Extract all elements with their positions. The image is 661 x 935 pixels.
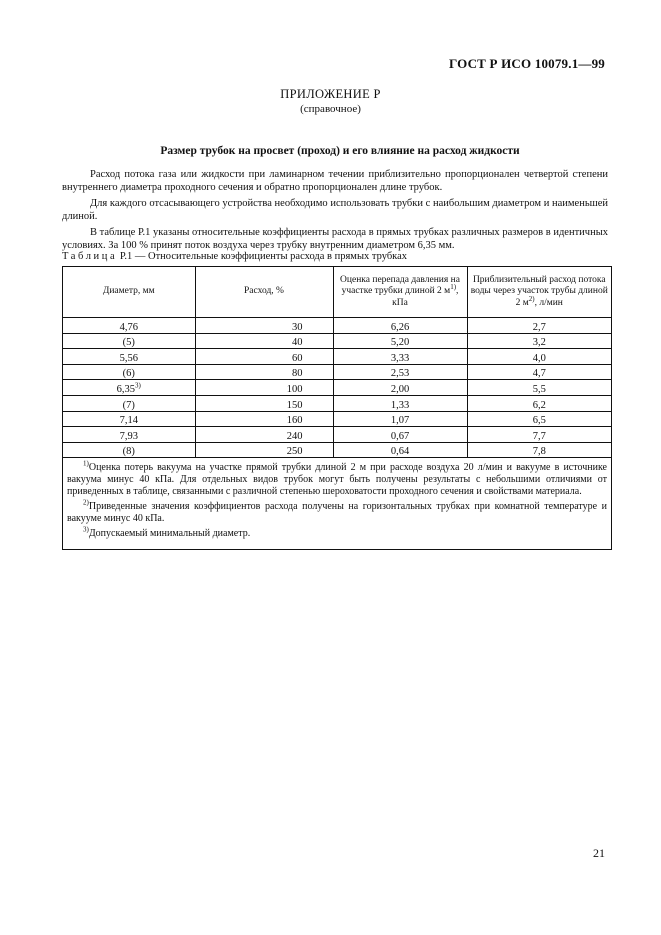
cell-pressure: 1,07	[333, 411, 467, 427]
cell-water: 6,5	[467, 411, 611, 427]
cell-pressure: 6,26	[333, 318, 467, 334]
cell-diameter: 4,76	[63, 318, 195, 334]
cell-diameter: 7,93	[63, 427, 195, 443]
cell-pressure: 0,64	[333, 442, 467, 458]
table-header-row	[63, 267, 611, 318]
footnote-ref: 1)	[450, 283, 457, 292]
cell-flow: 60	[195, 349, 333, 365]
header-pressure	[333, 267, 467, 318]
flow-table	[62, 266, 612, 550]
cell-pressure: 5,20	[333, 333, 467, 349]
table-row	[63, 395, 611, 411]
body-text	[62, 168, 608, 255]
page-number: 21	[593, 846, 605, 860]
footnote: $^{2)}$Приведенные значения коэффициентов расхода получены на горизонтальных трубках при комнатной температуре и вакууме минус 40 кПа.	[67, 499, 607, 525]
table-row	[63, 318, 611, 334]
cell-diameter: (8)	[63, 442, 195, 458]
table-footnotes	[63, 458, 611, 549]
footnote: $^{1)}$Оценка потерь вакуума на участке прямой трубки длиной 2 м при расходе воздуха 20 л/мин и вакууме в источнике вакуума минус 40 кПа. Для отдельных видов трубок могут быть получены результаты с небольшими отличиями от приведенных в таблице, связанными с различной степенью шероховатости проходного сечения и свойствами материала.	[67, 460, 607, 498]
cell-pressure: 2,53	[333, 364, 467, 380]
header-water	[467, 267, 611, 318]
cell-diameter: (5)	[63, 333, 195, 349]
table-row	[63, 380, 611, 396]
cell-water: 7,8	[467, 442, 611, 458]
table-caption-label: Таблица	[62, 251, 118, 262]
table-caption	[62, 251, 407, 262]
table-row	[63, 333, 611, 349]
cell-water: 3,2	[467, 333, 611, 349]
cell-water: 4,7	[467, 364, 611, 380]
paragraph: В таблице Р.1 указаны относительные коэффициенты расхода в прямых трубках различных размеров в идентичных условиях. За 100 % принят поток воздуха через трубку внутренним диаметром 6,35 мм.	[62, 227, 608, 251]
appendix-subtitle: (справочное)	[300, 103, 361, 115]
paragraph: Для каждого отсасывающего устройства необходимо использовать трубки с наибольшим диаметром и наименьшей длиной.	[62, 198, 608, 222]
table-row	[63, 427, 611, 443]
cell-diameter: 5,56	[63, 349, 195, 365]
appendix-title: ПРИЛОЖЕНИЕ Р	[280, 87, 381, 101]
cell-flow: 150	[195, 395, 333, 411]
cell-flow: 30	[195, 318, 333, 334]
document-header: ГОСТ Р ИСО 10079.1—99	[448, 56, 605, 71]
cell-pressure: 3,33	[333, 349, 467, 365]
cell-water: 5,5	[467, 380, 611, 396]
header-water-unit: , л/мин	[534, 297, 563, 308]
header-pressure-text: Оценка перепада давления на участке трубки длиной 2 м	[340, 274, 460, 297]
cell-flow: 80	[195, 364, 333, 380]
cell-water: 4,0	[467, 349, 611, 365]
cell-pressure: 0,67	[333, 427, 467, 443]
cell-diameter: (7)	[63, 395, 195, 411]
footnote-ref: 2)	[528, 294, 535, 303]
table-row	[63, 442, 611, 458]
header-diameter: Диаметр, мм	[63, 267, 195, 318]
footnote: $^{3)}$Допускаемый минимальный диаметр.	[83, 526, 251, 540]
cell-diameter: 6,35$^{3)}$	[63, 380, 195, 396]
cell-flow: 100	[195, 380, 333, 396]
table-row	[63, 411, 611, 427]
cell-diameter: (6)	[63, 364, 195, 380]
cell-water: 2,7	[467, 318, 611, 334]
header-water-text: Приблизительный расход потока воды через участок трубы длиной 2 м	[470, 274, 608, 308]
section-title: Размер трубок на просвет (проход) и его влияние на расход жидкости	[160, 145, 520, 157]
appendix-heading	[0, 87, 661, 115]
header-flow: Расход, %	[195, 267, 333, 318]
cell-flow: 250	[195, 442, 333, 458]
cell-diameter: 7,14	[63, 411, 195, 427]
cell-water: 6,2	[467, 395, 611, 411]
cell-flow: 40	[195, 333, 333, 349]
table-row	[63, 349, 611, 365]
header-pressure-unit: , кПа	[392, 286, 459, 308]
cell-water: 7,7	[467, 427, 611, 443]
table-row	[63, 364, 611, 380]
cell-pressure: 2,00	[333, 380, 467, 396]
cell-flow: 240	[195, 427, 333, 443]
cell-flow: 160	[195, 411, 333, 427]
cell-pressure: 1,33	[333, 395, 467, 411]
footnote-ref: 3)	[135, 381, 141, 390]
table-caption-text: Р.1 — Относительные коэффициенты расхода в прямых трубках	[117, 251, 408, 262]
paragraph: Расход потока газа или жидкости при ламинарном течении приблизительно пропорционален четвертой степени внутреннего диаметра проходного сечения и обратно пропорционален длине трубок.	[62, 169, 608, 193]
